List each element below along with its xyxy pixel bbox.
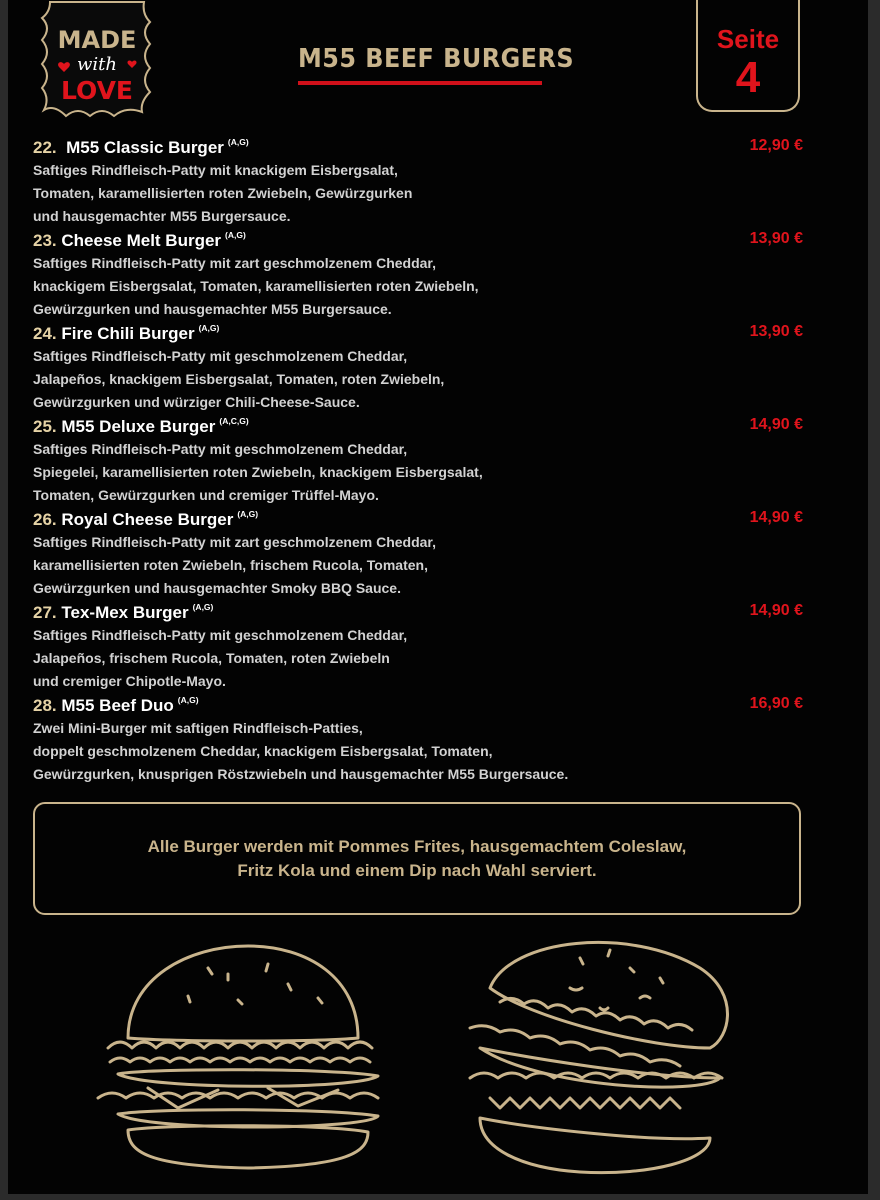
menu-item-header bbox=[33, 509, 803, 531]
menu-item bbox=[33, 602, 803, 693]
menu-item-title bbox=[33, 231, 246, 250]
menu-item-title bbox=[33, 417, 249, 436]
menu-item-description: doppelt geschmolzenem Cheddar, knackigem Eisbergsalat, Tomaten, bbox=[33, 743, 493, 759]
menu-item-price: 13,90 € bbox=[749, 230, 803, 247]
menu-item-description: und cremiger Chipotle-Mayo. bbox=[33, 673, 226, 689]
menu-item-price: 16,90 € bbox=[749, 695, 803, 712]
menu-item-description: und hausgemachter M55 Burgersauce. bbox=[33, 208, 291, 224]
menu-item-description: knackigem Eisbergsalat, Tomaten, karamellisierten roten Zwiebeln, bbox=[33, 278, 479, 294]
menu-item-number: 23. bbox=[33, 231, 57, 250]
page-title: M55 BEEF BURGERS bbox=[298, 44, 575, 74]
allergen-codes: (A,G) bbox=[177, 695, 199, 705]
burger-illustration-right-icon bbox=[450, 928, 750, 1180]
notice-line-1: Alle Burger werden mit Pommes Frites, hausgemachtem Coleslaw, bbox=[147, 836, 687, 856]
menu-item-number: 25. bbox=[33, 417, 57, 436]
menu-item-name: Fire Chili Burger bbox=[61, 324, 195, 343]
allergen-codes: (A,G) bbox=[225, 230, 246, 240]
menu-item-description: Saftiges Rindfleisch-Patty mit zart geschmolzenem Cheddar, bbox=[33, 255, 436, 271]
allergen-codes: (A,G) bbox=[192, 602, 214, 612]
menu-item-price: 14,90 € bbox=[749, 602, 803, 619]
menu-page bbox=[8, 0, 868, 1194]
menu-item-description: Jalapeños, knackigem Eisbergsalat, Tomaten, roten Zwiebeln, bbox=[33, 371, 445, 387]
allergen-codes: (A,G) bbox=[198, 323, 220, 333]
menu-item-name: Cheese Melt Burger bbox=[61, 231, 222, 250]
menu-item-description: Spiegelei, karamellisierten roten Zwiebeln, knackigem Eisbergsalat, bbox=[33, 464, 483, 480]
menu-item-header bbox=[33, 230, 803, 252]
page-number-tab bbox=[696, 0, 800, 112]
menu-item-description: Gewürzgurken und hausgemachter M55 Burgersauce. bbox=[33, 301, 392, 317]
menu-item-description: Saftiges Rindfleisch-Patty mit geschmolzenem Cheddar, bbox=[33, 348, 408, 364]
menu-item-title bbox=[33, 696, 199, 715]
svg-text:MADE: MADE bbox=[57, 26, 137, 54]
allergen-codes: (A,G) bbox=[237, 509, 259, 519]
menu-item-number: 28. bbox=[33, 696, 57, 715]
svg-text:with: with bbox=[77, 54, 117, 75]
menu-item-title bbox=[33, 603, 213, 622]
menu-item-name: M55 Beef Duo bbox=[61, 696, 174, 715]
menu-item-description: Saftiges Rindfleisch-Patty mit knackigem Eisbergsalat, bbox=[33, 162, 398, 178]
menu-item-price: 12,90 € bbox=[749, 137, 803, 154]
svg-text:LOVE: LOVE bbox=[60, 76, 134, 105]
made-with-love-logo bbox=[36, 0, 158, 122]
menu-item-header bbox=[33, 137, 803, 159]
allergen-codes: (A,C,G) bbox=[219, 416, 249, 426]
menu-item-price: 14,90 € bbox=[749, 416, 803, 433]
menu-item-price: 14,90 € bbox=[749, 509, 803, 526]
menu-item-description: Saftiges Rindfleisch-Patty mit geschmolzenem Cheddar, bbox=[33, 627, 408, 643]
menu-item-title bbox=[33, 138, 249, 157]
menu-item-name: Royal Cheese Burger bbox=[61, 510, 234, 529]
menu-item-number: 27. bbox=[33, 603, 57, 622]
menu-item-description: Tomaten, karamellisierten roten Zwiebeln, Gewürzgurken bbox=[33, 185, 413, 201]
menu-item-description: Gewürzgurken und hausgemachter Smoky BBQ Sauce. bbox=[33, 580, 401, 596]
burger-illustration-left-icon bbox=[88, 938, 398, 1178]
notice-line-2: Fritz Kola und einem Dip nach Wahl serviert. bbox=[237, 860, 597, 880]
page-number: 4 bbox=[735, 53, 761, 102]
menu-item bbox=[33, 695, 803, 786]
menu-item-header bbox=[33, 323, 803, 345]
menu-item-name: Tex-Mex Burger bbox=[61, 603, 189, 622]
menu-item bbox=[33, 509, 803, 600]
served-with-notice bbox=[33, 802, 801, 915]
menu-item-description: Gewürzgurken und würziger Chili-Cheese-Sauce. bbox=[33, 394, 360, 410]
menu-item bbox=[33, 416, 803, 507]
page-label: Seite bbox=[716, 24, 780, 54]
menu-item-description: karamellisierten roten Zwiebeln, frischem Rucola, Tomaten, bbox=[33, 557, 428, 573]
menu-item bbox=[33, 230, 803, 321]
menu-item-description: Gewürzgurken, knusprigen Röstzwiebeln und hausgemachter M55 Burgersauce. bbox=[33, 766, 569, 782]
menu-item-description: Saftiges Rindfleisch-Patty mit zart geschmolzenem Cheddar, bbox=[33, 534, 436, 550]
menu-item-name: M55 Classic Burger bbox=[66, 138, 224, 157]
menu-item bbox=[33, 137, 803, 228]
menu-item-price: 13,90 € bbox=[749, 323, 803, 340]
title-underline bbox=[298, 81, 542, 85]
menu-item-description: Saftiges Rindfleisch-Patty mit geschmolzenem Cheddar, bbox=[33, 441, 408, 457]
menu-item-title bbox=[33, 324, 219, 343]
allergen-codes: (A,G) bbox=[227, 137, 249, 147]
menu-item-name: M55 Deluxe Burger bbox=[61, 417, 216, 436]
menu-item-header bbox=[33, 695, 803, 717]
menu-item-description: Zwei Mini-Burger mit saftigen Rindfleisch-Patties, bbox=[33, 720, 363, 736]
menu-item bbox=[33, 323, 803, 414]
menu-item-header bbox=[33, 416, 803, 438]
menu-item-title bbox=[33, 510, 258, 529]
menu-item-header bbox=[33, 602, 803, 624]
menu-item-number: 26. bbox=[33, 510, 57, 529]
menu-item-description: Tomaten, Gewürzgurken und cremiger Trüffel-Mayo. bbox=[33, 487, 379, 503]
menu-item-description: Jalapeños, frischem Rucola, Tomaten, roten Zwiebeln bbox=[33, 650, 390, 666]
menu-item-number: 24. bbox=[33, 324, 57, 343]
menu-item-number: 22. bbox=[33, 138, 57, 157]
